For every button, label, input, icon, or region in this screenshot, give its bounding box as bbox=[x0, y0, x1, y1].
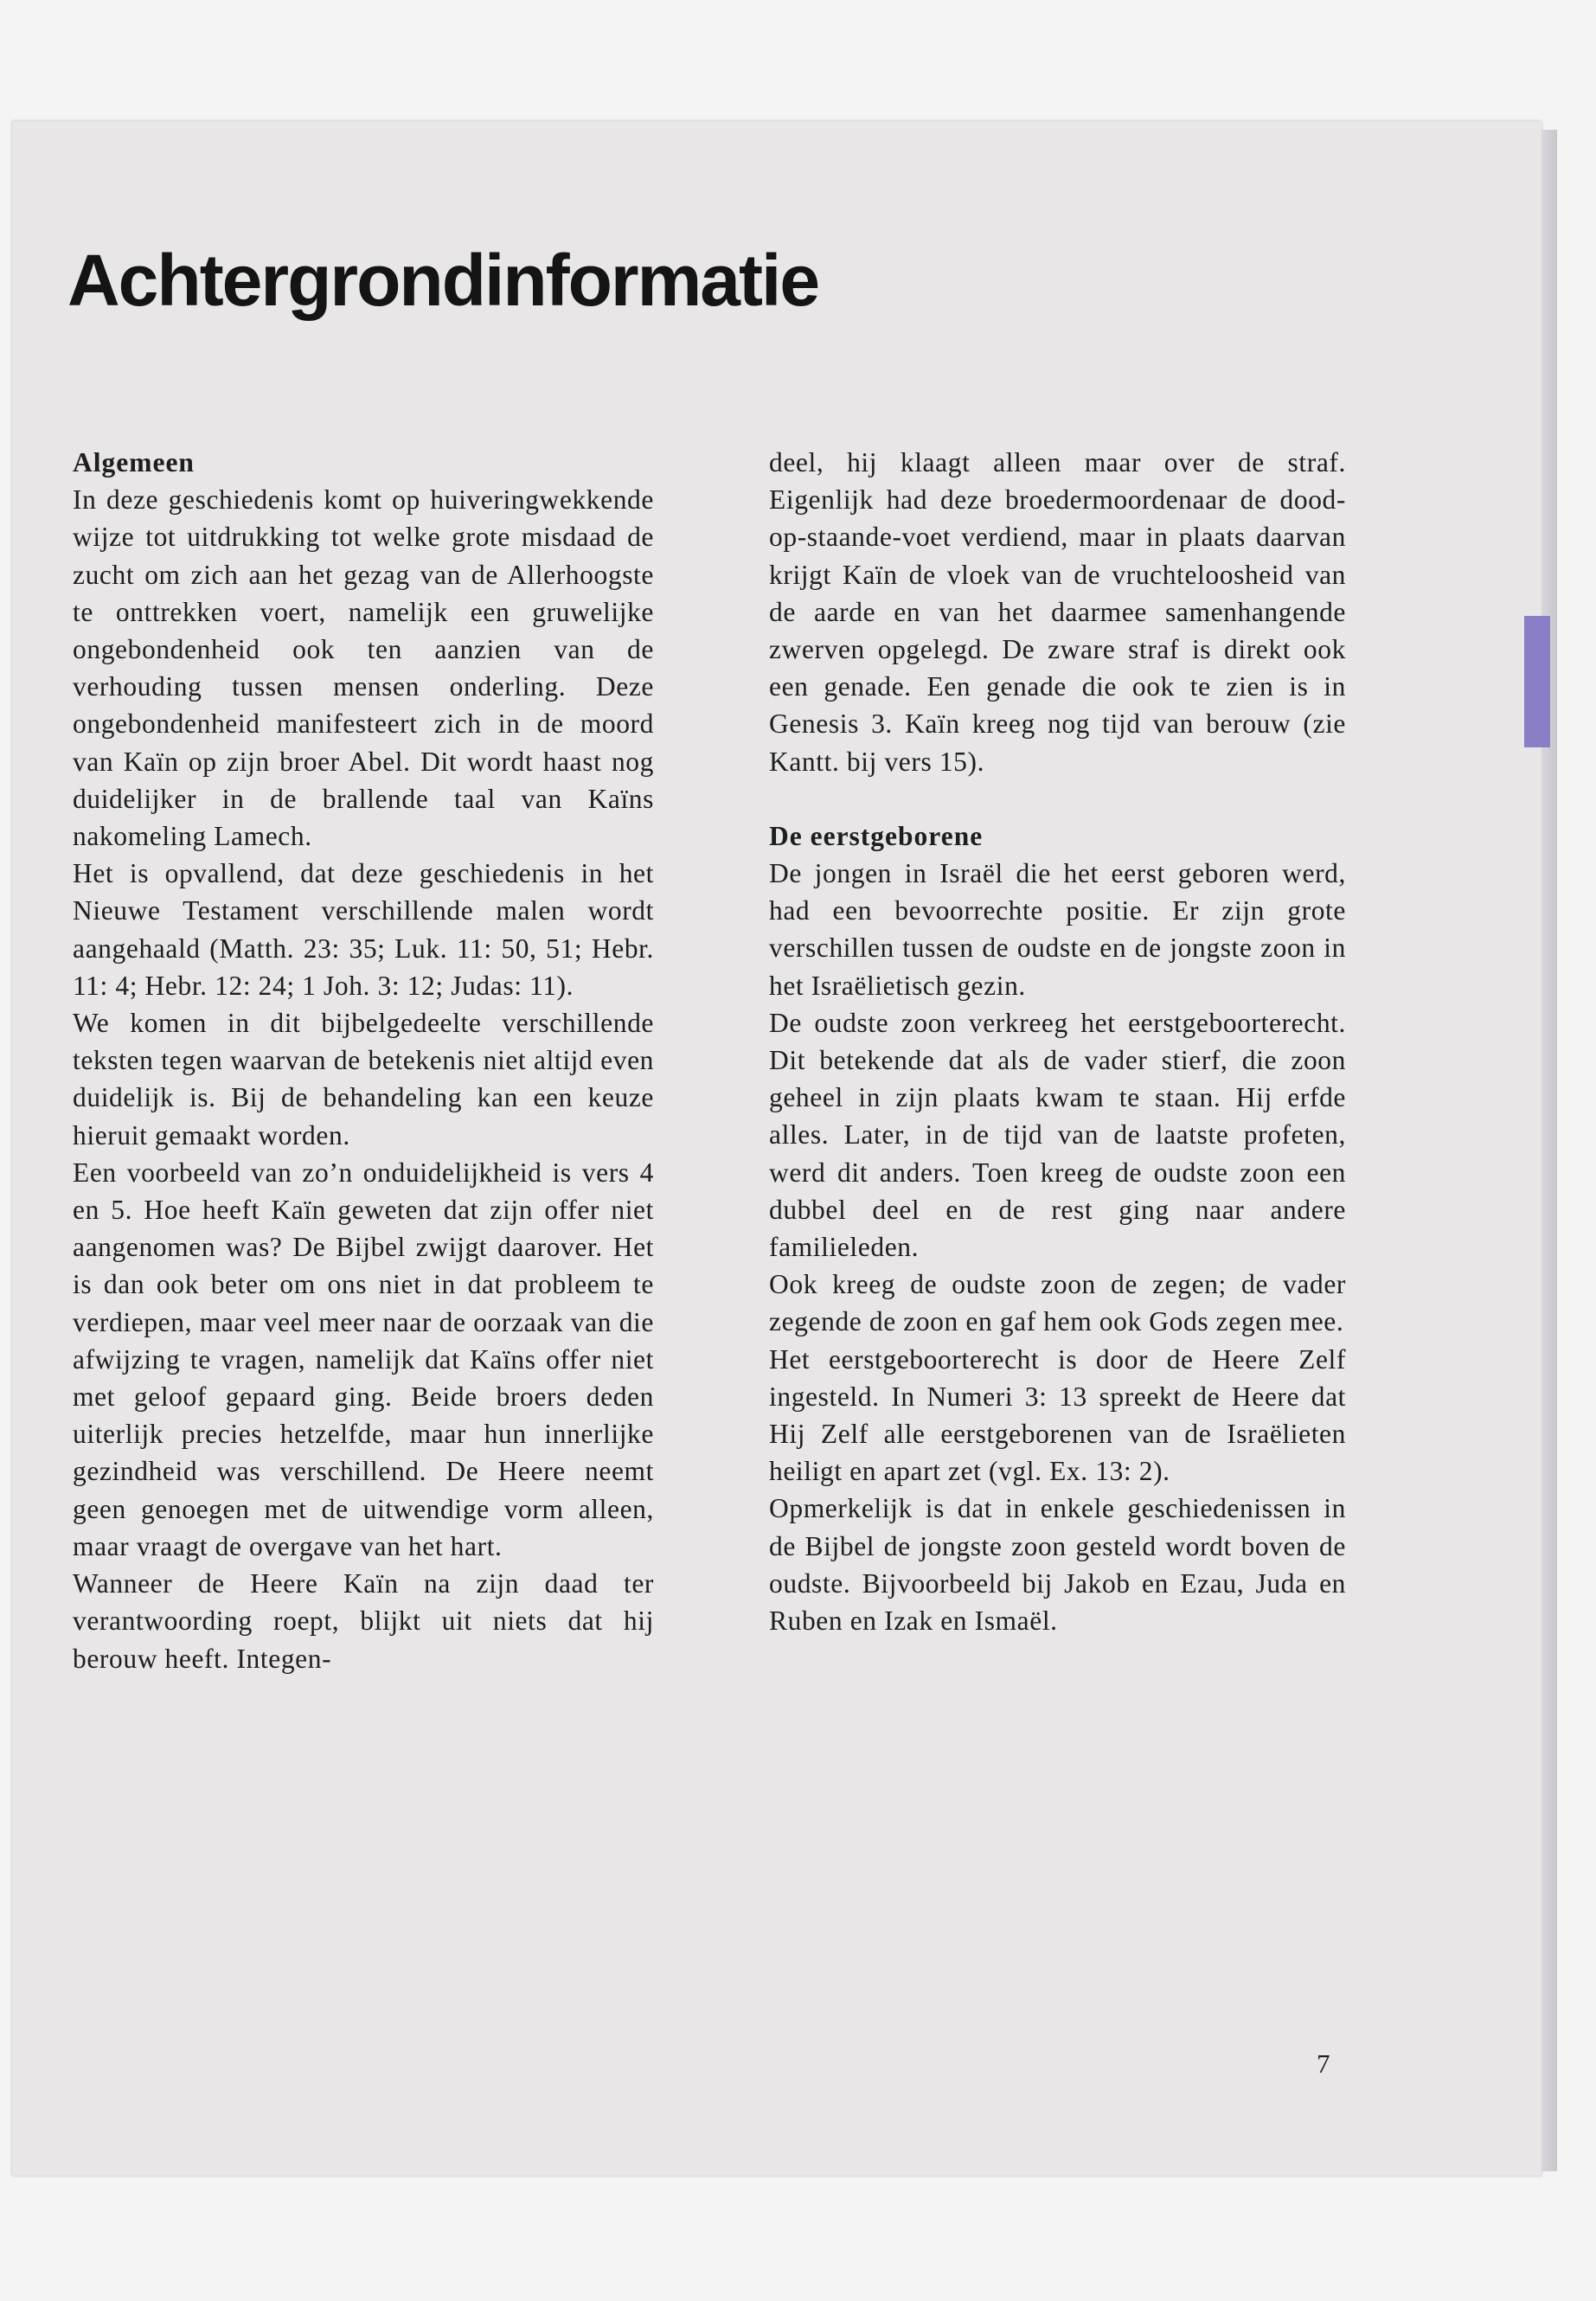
paragraph: De jongen in Israël die het eerst geboren werd, had een bevoorrechte positie. Er zijn grote verschillen tussen de oudste en de jongste zoon in het Israëlietisch gezin. bbox=[769, 858, 1346, 1001]
paragraph: Wanneer de Heere Kaïn na zijn daad ter verantwoording roept, blijkt uit niets dat hij berouw heeft. Integen- bbox=[73, 1568, 654, 1674]
paragraph: We komen in dit bijbelgedeelte verschillende teksten tegen waarvan de betekenis niet altijd even duidelijk is. Bij de behandeling kan een keuze hieruit gemaakt worden. bbox=[73, 1008, 654, 1150]
paragraph: Het is opvallend, dat deze geschiedenis in het Nieuwe Testament verschillende malen wordt aangehaald (Matth. 23: 35; Luk. 11: 50, 51; Hebr. 11: 4; Hebr. 12: 24; 1 Joh. 3: 12; Judas: 11). bbox=[73, 858, 654, 1001]
paragraph: Ook kreeg de oudste zoon de zegen; de vader zegende de zoon en gaf hem ook Gods zegen mee. bbox=[769, 1269, 1346, 1337]
section-heading-algemeen: Algemeen bbox=[73, 447, 195, 478]
left-column bbox=[73, 444, 654, 1677]
paragraph: In deze geschiedenis komt op huiveringwekkende wijze tot uitdrukking tot welke grote misdaad de zucht om zich aan het gezag van de Allerhoogste te onttrekken voert, namelijk een gruwelijke ongebondenheid ook ten aanzien van de verhouding tussen mensen onderling. Deze ongebondenheid manifesteert zich in de moord van Kaïn op zijn broer Abel. Dit wordt haast nog duidelijker in de brallende taal van Kaïns nakomeling Lamech. bbox=[73, 484, 654, 852]
section-heading-eerstgeborene: De eerstgeborene bbox=[769, 820, 984, 851]
page-number: 7 bbox=[1317, 2048, 1330, 2079]
page-edge bbox=[1542, 130, 1557, 2171]
paragraph: De oudste zoon verkreeg het eerstgeboorterecht. Dit betekende dat als de vader stierf, die zoon geheel in zijn plaats kwam te staan. Hij erfde alles. Later, in de tijd van de laatste profeten, werd dit anders. Toen kreeg de oudste zoon een dubbel deel en de rest ging naar andere familieleden. bbox=[769, 1007, 1346, 1263]
paragraph: Opmerkelijk is dat in enkele geschiedenissen in de Bijbel de jongste zoon gesteld wordt boven de oudste. Bijvoorbeeld bij Jakob en Ezau, Juda en Ruben en Izak en Ismaël. bbox=[769, 1493, 1346, 1637]
page-title: Achtergrondinformatie bbox=[67, 240, 819, 321]
paragraph: Het eerstgeboorterecht is door de Heere Zelf ingesteld. In Numeri 3: 13 spreekt de Heere dat Hij Zelf alle eerstgeborenen van de Israëlieten heiligt en apart zet (vgl. Ex. 13: 2). bbox=[769, 1343, 1346, 1487]
section-tab bbox=[1524, 616, 1550, 747]
paragraph: Een voorbeeld van zo’n onduidelijkheid is vers 4 en 5. Hoe heeft Kaïn geweten dat zijn offer niet aangenomen was? De Bijbel zwijgt daarover. Het is dan ook beter om ons niet in dat probleem te verdiepen, maar veel meer naar de oorzaak van die afwijzing te vragen, namelijk dat Kaïns offer niet met geloof gepaard ging. Beide broers deden uiterlijk precies hetzelfde, maar hun innerlijke gezindheid was verschillend. De Heere neemt geen genoegen met de uitwendige vorm alleen, maar vraagt de overgave van het hart. bbox=[73, 1157, 654, 1561]
right-column bbox=[769, 444, 1346, 1639]
paragraph: deel, hij klaagt alleen maar over de straf. Eigenlijk had deze broedermoordenaar de dood-op-staande-voet verdiend, maar in plaats daarvan krijgt Kaïn de vloek van de vruchteloosheid van de aarde en van het daarmee samenhangende zwerven opgelegd. De zware straf is direkt ook een genade. Een genade die ook te zien is in Genesis 3. Kaïn kreeg nog tijd van berouw (zie Kantt. bij vers 15). bbox=[769, 447, 1346, 777]
